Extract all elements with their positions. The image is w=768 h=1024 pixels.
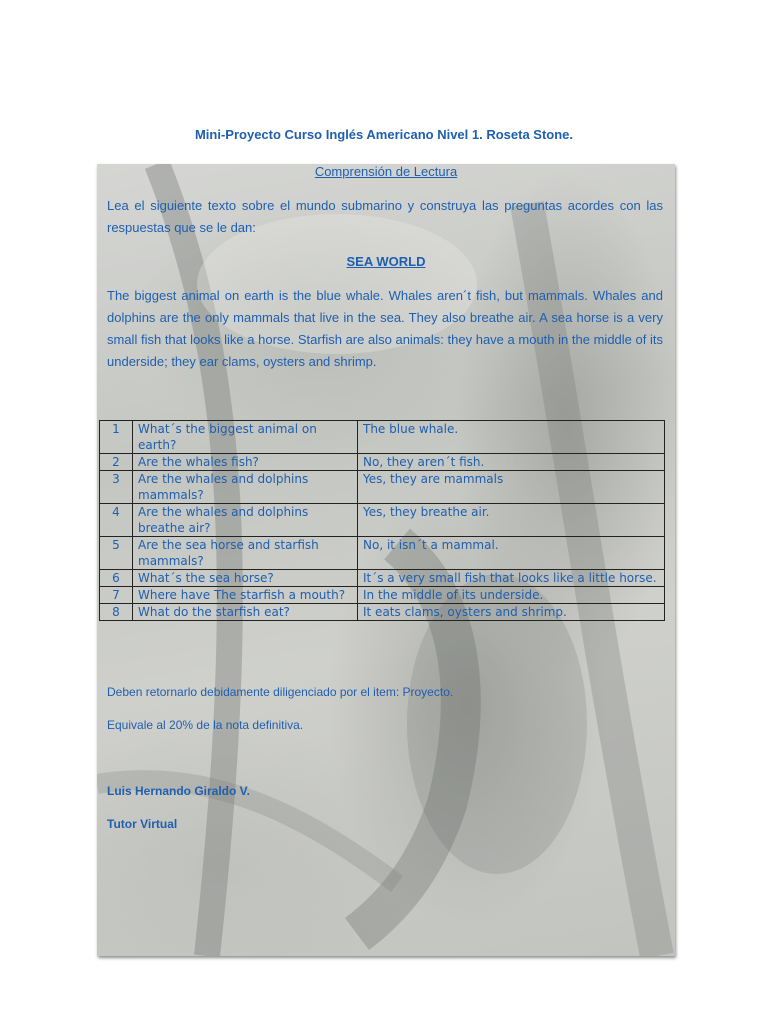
question-cell: What´s the sea horse? — [133, 570, 358, 587]
author-name: Luis Hernando Giraldo V. — [107, 784, 250, 798]
answer-cell: It´s a very small fish that looks like a little horse. — [358, 570, 665, 587]
answer-cell: The blue whale. — [358, 421, 665, 454]
table-row — [100, 604, 665, 621]
row-number: 4 — [100, 504, 133, 537]
author-role: Tutor Virtual — [107, 817, 178, 831]
reading-comprehension-subtitle: Comprensión de Lectura — [314, 164, 458, 179]
row-number: 3 — [100, 471, 133, 504]
table-row — [100, 454, 665, 471]
answer-cell: Yes, they breathe air. — [358, 504, 665, 537]
row-number: 7 — [100, 587, 133, 604]
question-cell: Are the sea horse and starfish mammals? — [133, 537, 358, 570]
row-number: 5 — [100, 537, 133, 570]
question-cell: What´s the biggest animal on earth? — [133, 421, 358, 454]
answer-cell: Yes, they are mammals — [358, 471, 665, 504]
row-number: 6 — [100, 570, 133, 587]
table-row — [100, 537, 665, 570]
question-cell: Are the whales and dolphins mammals? — [133, 471, 358, 504]
row-number: 1 — [100, 421, 133, 454]
answer-cell: No, they aren´t fish. — [358, 454, 665, 471]
table-row — [100, 471, 665, 504]
questions-answers-table — [99, 420, 665, 621]
question-cell: What do the starfish eat? — [133, 604, 358, 621]
question-cell: Are the whales fish? — [133, 454, 358, 471]
table-row — [100, 570, 665, 587]
row-number: 8 — [100, 604, 133, 621]
document-panel — [97, 164, 675, 956]
answer-cell: In the middle of its underside. — [358, 587, 665, 604]
row-number: 2 — [100, 454, 133, 471]
sea-world-heading: SEA WORLD — [346, 254, 426, 269]
grade-note: Equivale al 20% de la nota definitiva. — [107, 718, 304, 732]
answer-cell: No, it isn´t a mammal. — [358, 537, 665, 570]
table-row — [100, 587, 665, 604]
return-note: Deben retornarlo debidamente diligenciado por el item: Proyecto. — [107, 685, 454, 699]
instructions-paragraph: Lea el siguiente texto sobre el mundo submarino y construya las preguntas acordes con las respuestas que se le dan: — [107, 198, 663, 235]
question-cell: Where have The starfish a mouth? — [133, 587, 358, 604]
page-title: Mini-Proyecto Curso Inglés Americano Nivel 1. Roseta Stone. — [194, 127, 574, 142]
table-row — [100, 421, 665, 454]
table-row — [100, 504, 665, 537]
reading-text: The biggest animal on earth is the blue whale. Whales aren´t fish, but mammals. Whales and dolphins are the only mammals that live in the sea. They also breathe air. A sea horse is a very small fish that looks like a horse. Starfish are also animals: they have a mouth in the middle of its underside; they ear clams, oysters and shrimp. — [107, 288, 663, 369]
answer-cell: It eats clams, oysters and shrimp. — [358, 604, 665, 621]
question-cell: Are the whales and dolphins breathe air? — [133, 504, 358, 537]
